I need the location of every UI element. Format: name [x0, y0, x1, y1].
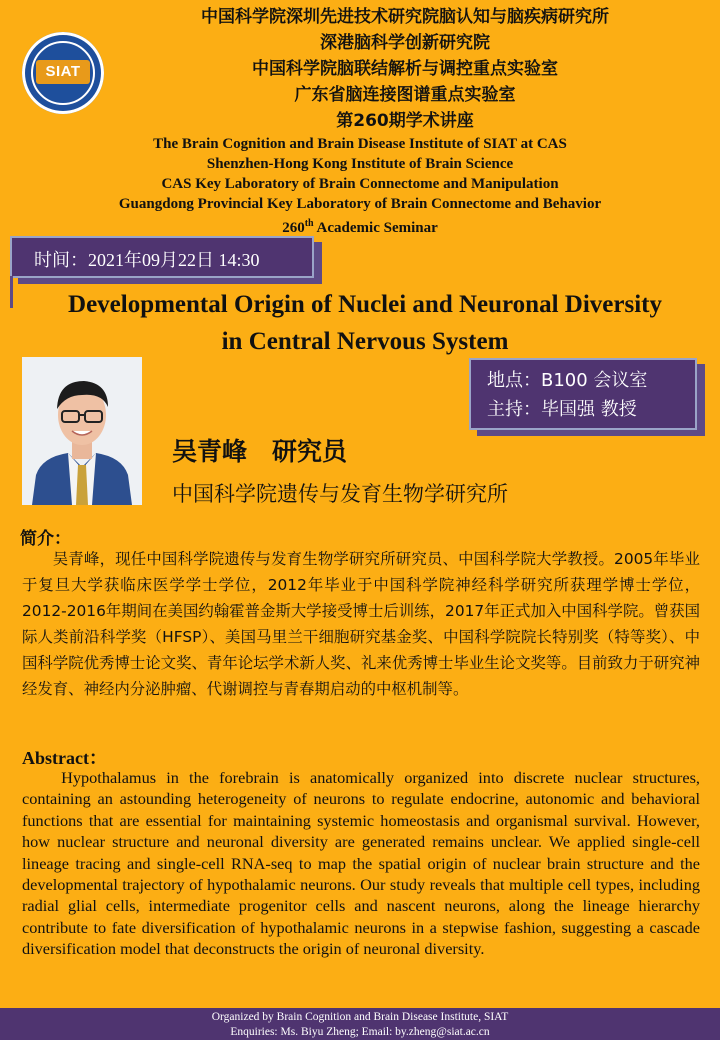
header-en-line: The Brain Cognition and Brain Disease Institute of SIAT at CAS	[153, 136, 567, 152]
title-line: in Central Nervous System	[221, 328, 509, 355]
venue-box-panel	[469, 358, 697, 430]
speaker-institution: 中国科学院遗传与发育生物学研究所	[172, 482, 508, 506]
abstract-heading: Abstract：	[22, 748, 107, 768]
header-en-line: CAS Key Laboratory of Brain Connectome and Manipulation	[161, 176, 559, 192]
talk-title	[20, 286, 710, 360]
footer-contact: Enquiries: Ms. Biyu Zheng; Email: by.zheng@siat.ac.cn	[230, 1026, 490, 1038]
time-text: 时间：2021年09月22日 14:30	[34, 250, 260, 270]
header-en-line: Guangdong Provincial Key Laboratory of Brain Connectome and Behavior	[118, 196, 602, 212]
location-text: 地点：B100 会议室	[487, 370, 648, 391]
decor-line	[10, 276, 13, 308]
header-english	[0, 134, 720, 238]
header-cn-line: 中国科学院脑联结解析与调控重点实验室	[252, 59, 558, 79]
time-banner-box	[10, 236, 314, 278]
host-text: 主持：毕国强 教授	[487, 399, 637, 420]
header-chinese	[90, 4, 720, 134]
header-cn-line: 中国科学院深圳先进技术研究院脑认知与脑疾病研究所	[201, 7, 609, 27]
logo-text: SIAT	[45, 63, 81, 80]
footer-organizer: Organized by Brain Cognition and Brain Disease Institute, SIAT	[211, 1011, 509, 1023]
abstract-paragraph: Hypothalamus in the forebrain is anatomically organized into discrete nuclear structures, containing an astounding heterogeneity of neurons to regulate endocrine, autonomic and behavioral functions that are essential for maintaining systemic homeostasis and organismal survival. However, how nuclear structure and neuronal diversity are generated remains unclear. We applied single-cell lineage tracing and single-cell RNA-seq to map the spatial origin of nuclear brain structure and the developmental trajectory of hypothalamic neurons. Our study reveals that multiple cell types, including radial glial cells, intermediate progenitor cells and nascent neurons, along the lineage hierarchy contribute to fate diversification of hypothalamic neurons in a stepwise fashion, suggesting a cascade diversification model that deconstructs the origin of neuronal diversity.	[22, 768, 700, 959]
speaker-name: 吴青峰 研究员	[172, 437, 348, 466]
title-line: Developmental Origin of Nuclei and Neuronal Diversity	[68, 291, 662, 318]
intro-paragraph: 吴青峰，现任中国科学院遗传与发育生物学研究所研究员、中国科学院大学教授。2005年毕业于复旦大学获临床医学学士学位，2012年毕业于中国科学院神经科学研究所获理学博士学位，2012-2016年期间在美国约翰霍普金斯大学接受博士后训练，2017年正式加入中国科学院。曾获国际人类前沿科学奖（HFSP）、美国马里兰干细胞研究基金奖、中国科学院院长特别奖（特等奖）、中国科学院优秀博士论文奖、青年论坛学术新人奖、礼来优秀博士毕业生论文奖等。目前致力于研究神经发育、神经内分泌肿瘤、代谢调控与青春期启动的中枢机制等。	[22, 550, 700, 698]
speaker-portrait-image	[22, 357, 142, 505]
header-cn-line: 广东省脑连接图谱重点实验室	[294, 85, 516, 105]
header-en-line: Shenzhen-Hong Kong Institute of Brain Science	[206, 156, 514, 172]
footer	[0, 1008, 720, 1040]
header-cn-line: 深港脑科学创新研究院	[320, 33, 490, 53]
intro-heading: 简介：	[20, 529, 71, 549]
header-cn-line: 第260期学术讲座	[336, 111, 474, 131]
venue-box	[469, 358, 697, 430]
seminar-number: 260th Academic Seminar	[282, 218, 438, 236]
speaker-photo	[22, 357, 142, 505]
